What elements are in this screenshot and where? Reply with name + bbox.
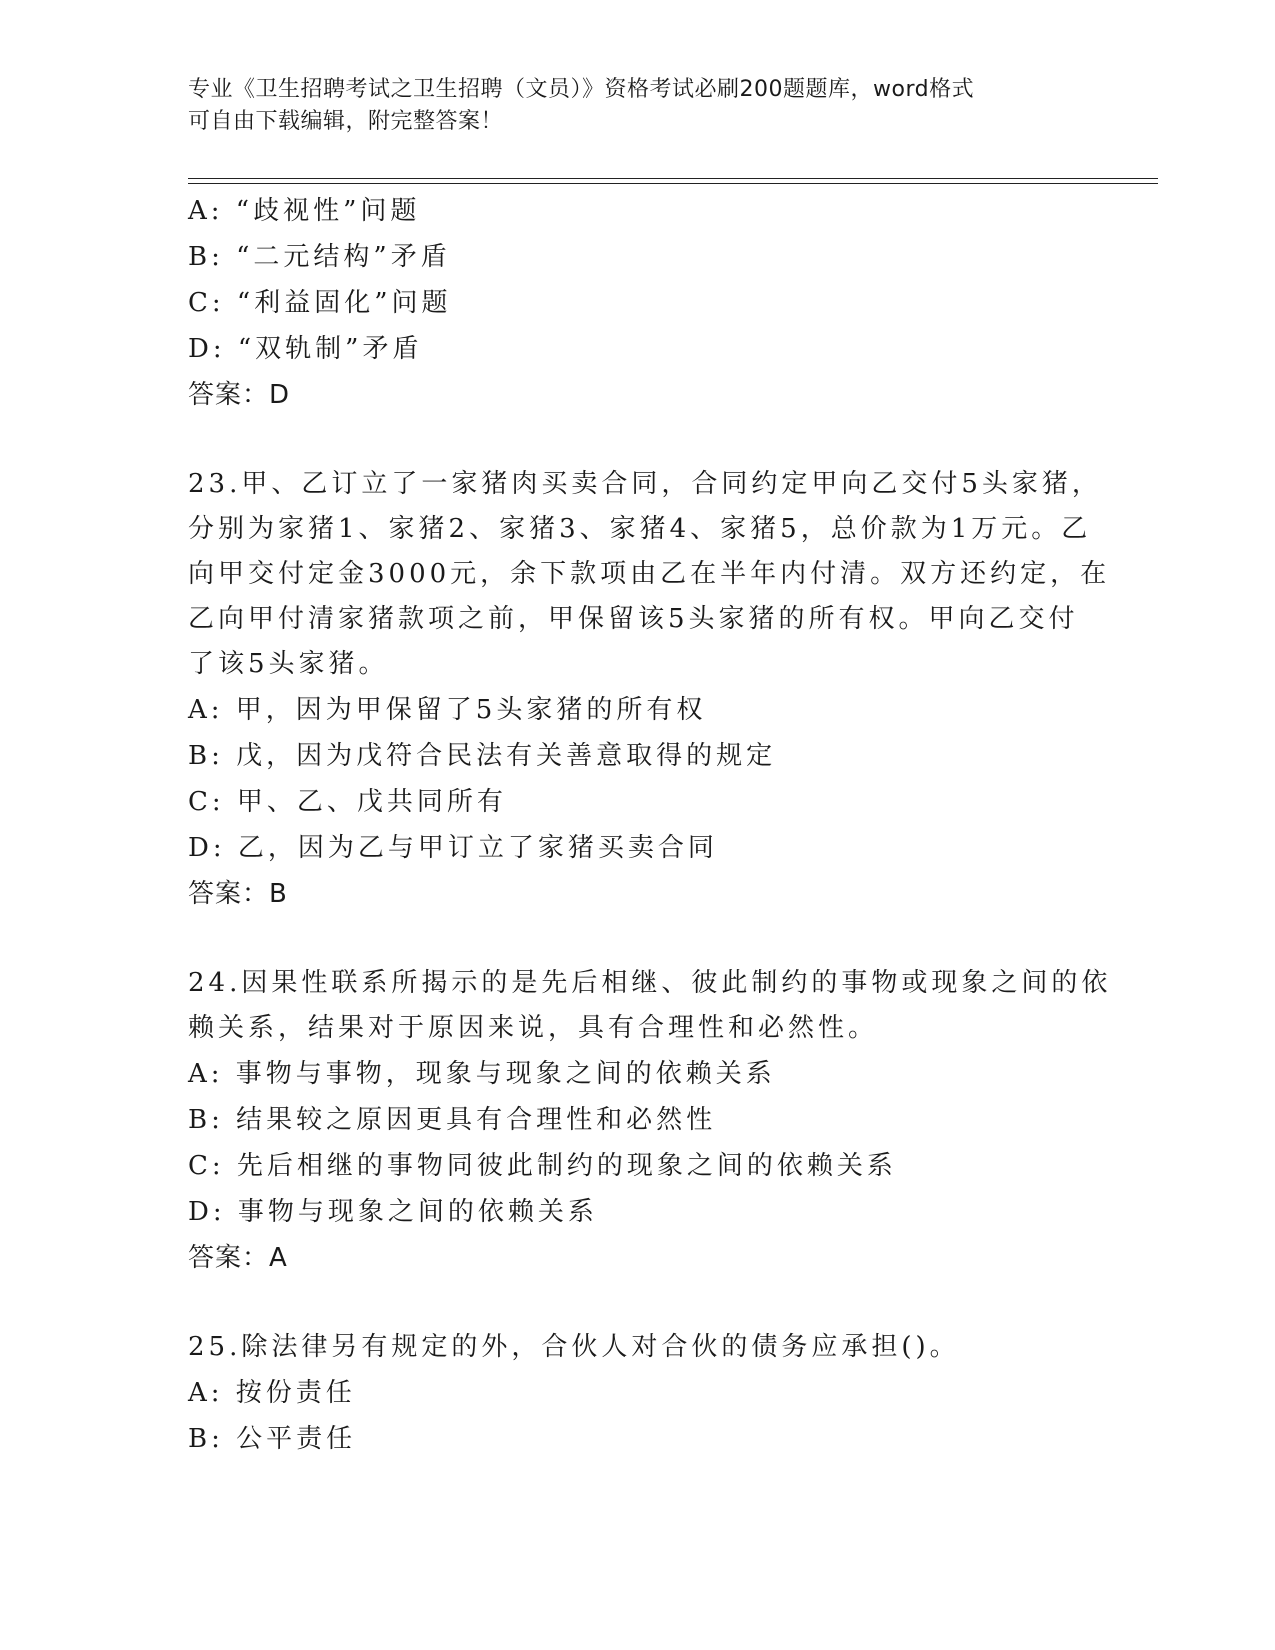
question-24-block: [188, 961, 1112, 1281]
question-list: [188, 188, 1112, 1462]
question-stem-line: 24.因果性联系所揭示的是先后相继、彼此制约的事物或现象之间的依: [188, 968, 1112, 998]
spacer: [188, 917, 1088, 961]
question-stem-line: 赖关系，结果对于原因来说，具有合理性和必然性。: [188, 1013, 879, 1043]
question-22-block: [188, 188, 1088, 418]
question-stem-line: 乙向甲付清家猪款项之前，甲保留该5头家猪的所有权。甲向乙交付: [188, 604, 1079, 634]
question-stem-line: 分别为家猪1、家猪2、家猪3、家猪4、家猪5，总价款为1万元。乙: [188, 514, 1092, 544]
header-line-1: 专业《卫生招聘考试之卫生招聘（文员）》资格考试必刷200题题库，word格式: [188, 77, 975, 102]
question-stem-line: 25.除法律另有规定的外，合伙人对合伙的债务应承担()。: [188, 1332, 960, 1362]
option-a: A: 甲，因为甲保留了5头家猪的所有权: [188, 695, 707, 725]
option-a: A: 事物与事物，现象与现象之间的依赖关系: [188, 1059, 776, 1089]
option-c: C: “利益固化”问题: [188, 288, 452, 318]
option-b: B: 戊，因为戊符合民法有关善意取得的规定: [188, 741, 777, 771]
option-d: D: “双轨制”矛盾: [188, 334, 423, 364]
option-c: C: 先后相继的事物同彼此制约的现象之间的依赖关系: [188, 1151, 897, 1181]
question-23-block: [188, 462, 1111, 917]
header-divider-top: [188, 178, 1158, 179]
option-b: B: 公平责任: [188, 1424, 357, 1454]
option-a: A: 按份责任: [188, 1378, 356, 1408]
option-a: A: “歧视性”问题: [188, 196, 421, 226]
option-d: D: 乙，因为乙与甲订立了家猪买卖合同: [188, 833, 718, 863]
document-header: [188, 74, 1068, 138]
question-stem-line: 向甲交付定金3000元，余下款项由乙在半年内付清。双方还约定，在: [188, 559, 1111, 589]
answer-line: 答案：A: [188, 1243, 288, 1273]
question-stem-line: 23.甲、乙订立了一家猪肉买卖合同，合同约定甲向乙交付5头家猪，: [188, 469, 1102, 499]
question-25-block: [188, 1325, 1088, 1462]
spacer: [188, 418, 1088, 462]
answer-line: 答案：D: [188, 380, 291, 410]
header-line-2: 可自由下载编辑，附完整答案！: [188, 109, 504, 134]
question-stem-line: 了该5头家猪。: [188, 649, 389, 679]
option-c: C: 甲、乙、戊共同所有: [188, 787, 507, 817]
header-divider-bottom: [188, 183, 1158, 184]
answer-line: 答案：B: [188, 879, 288, 909]
option-b: B: “二元结构”矛盾: [188, 242, 451, 272]
spacer: [188, 1281, 1088, 1325]
option-d: D: 事物与现象之间的依赖关系: [188, 1197, 598, 1227]
option-b: B: 结果较之原因更具有合理性和必然性: [188, 1105, 717, 1135]
